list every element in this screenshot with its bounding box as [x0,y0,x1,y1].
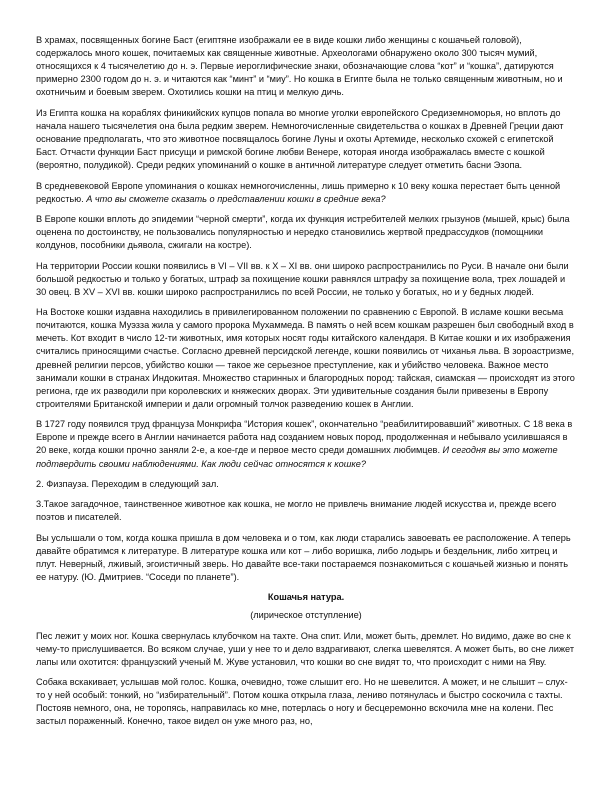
paragraph-dog-and-cat [36,630,576,669]
paragraph-text: В Европе кошки вплоть до эпидемии “черной смерти”, когда их функция истребителей мелких грызунов (мышей, крыс) была оценена по достоинству, не пользовались популярностью и нередко становились жертвой предрассудков (помощники колдунов, пособники дьявола, сжигали на костре). [36,214,570,251]
section-heading: Кошачья натура. [267,592,345,603]
paragraph-russia [36,260,576,299]
paragraph-text: Вы услышали о том, когда кошка пришла в дом человека и о том, как люди старались завоевать ее расположение. А теперь давайте обратимся к литературе. В литературе кошка или кот – либо воришка, либо лодырь и бездельник, либо хитрец и плут. Неверный, лживый, эгоистичный зверь. Но давайте все-таки постараемся познакомиться с кошачьей жизнью и понять ее натуру. (Ю. Дмитриев. “Соседи по планете”). [36,532,571,583]
paragraph-text: В храмах, посвященных богине Баст (египтяне изображали ее в виде кошки либо женщины с кошачьей головой), содержалось много кошек, почитаемых как священные животные. Археологами обнаружено около 300 тысяч мумий, относящихся к 4 тысячелетию до н. э. Первые иероглифические знаки, обозначающие слова “кот” и “кошка”, датируются примерно 2300 годом до н. э. и читаются как “минт” и “миу”. Но кошка в Египте была не только священным животным, но и охотничьим и боевым зверем. Охотились кошки на птиц и мелкую дичь. [36,35,563,98]
paragraph-art [36,498,576,524]
paragraph-black-death [36,213,576,252]
document-page [36,34,576,736]
paragraph-text: В средневековой Европе упоминания о кошках немногочисленны, лишь примерно к 10 веку кошка перестает быть ценной редкостью. [36,180,561,204]
paragraph-text: На территории России кошки появились в VI – VII вв. к X – XI вв. они широко распространились по Руси. В начале они были большой редкостью и только у богатых, штраф за похищение кошки равнялся штрафу за похищение вола, трех лошадей и 30 овец. В XV – XVI вв. кошки широко распространились по всей России, не только у богатых, но и у бедных людей. [36,260,569,297]
section-subheading: (лирическое отступление) [250,609,362,620]
paragraph-literature [36,532,576,584]
paragraph-egypt-to-europe [36,107,576,172]
paragraph-text: 2. Физпауза. Переходим в следующий зал. [36,478,219,489]
paragraph-egypt-temples [36,34,576,99]
question-text: И сегодня вы это можете подтвердить своими наблюдениями. Как люди сейчас относятся к кошке? [36,445,558,469]
paragraph-text: Собака вскакивает, услышав мой голос. Кошка, очевидно, тоже слышит его. Но не шевелится. А может, и не слышит – слух-то у ней особый: тонкий, но “избирательный”. Потом кошка открыла глаза, лениво потянулась и быстро соскочила с тахты. Постояв немного, она, не торопясь, направилась ко мне, потерлась о ногу и бесцеремонно вскочила мне на колени. Пес застыл пораженный. Конечно, такое видел он уже много раз, но, [36,677,568,727]
paragraph-east [36,306,576,411]
paragraph-text: Из Египта кошка на кораблях финикийских купцов попала во многие уголки европейского Средиземноморья, но вплоть до начала нашего тысячелетия она была редким зверем. Немногочисленные свидетельства о кошках в Древней Греции дают основание предполагать, что это животное посвящалось богине Луны и охоты Артемиде, несколько схожей с египетской Баст. Отчасти функции Баст присущи и римской богине любви Венере, которая иногда изображалась вместе с кошкой (вероятно, полудикой). Среди редких упоминаний о кошке в античной литературе следует отметить басни Эзопа. [36,107,564,171]
paragraph-medieval-europe [36,180,576,206]
paragraph-text: В 1727 году появился труд француза Монкрифа “История кошек”, окончательно “реабилитировавший” животных. С 18 века в Европе и прежде всего в Англии начинается работа над созданием новых пород, продолженная и небывало усилившаяся в 20 веке, когда кошки прочно заняли 2-е, а кое-где и первое место среди домашних любимцев. [36,419,573,456]
paragraph-text: 3.Такое загадочное, таинственное животное как кошка, не могло не привлечь внимание людей искусства и, прежде всего поэтов и писателей. [36,499,557,523]
paragraph-physpause [36,478,576,491]
paragraph-moncrif [36,418,576,470]
paragraph-text: На Востоке кошки издавна находились в привилегированном положении по сравнению с Европой. В исламе кошки весьма почитаются, кошка Муэзза жила у самого пророка Мухаммеда. В память о ней всем кошкам разрешен был свободный вход в мечеть. Кот входит в число 12-ти животных, имя которых носят годы китайского календаря. В Китае кошки и их изображения считались приносящими счастье. Согласно древней персидской легенде, кошки появились от чиханья льва. В зороастризме, древней религии персов, убийство кошки — такое же серьезное преступление, как и убийство человека. Важное место занимали кошки в странах Индокитая. Множество старинных и благородных пород: тайская, сиамская — происходят из этого региона, где их разводили при королевских и княжеских дворах. Эти удивительные создания были привезены в Европу строителями Британской империи и дали огромный толчок разведению кошек в Англии. [36,307,575,409]
question-text: А что вы сможете сказать о представлении кошки в средние века? [86,193,386,204]
paragraph-dog-jumps [36,676,576,728]
paragraph-text: Пес лежит у моих ног. Кошка свернулась клубочком на тахте. Она спит. Или, может быть, дремлет. Но видимо, даже во сне к чему-то прислушивается. Во всяком случае, уши у нее то и дело вздрагивают, слегка шевелятся. А может быть, во сне лижет лапы или охотится: французский ученый М. Жуве установил, что кошки во сне видят то, что происходит с ними на Яву. [36,630,575,667]
